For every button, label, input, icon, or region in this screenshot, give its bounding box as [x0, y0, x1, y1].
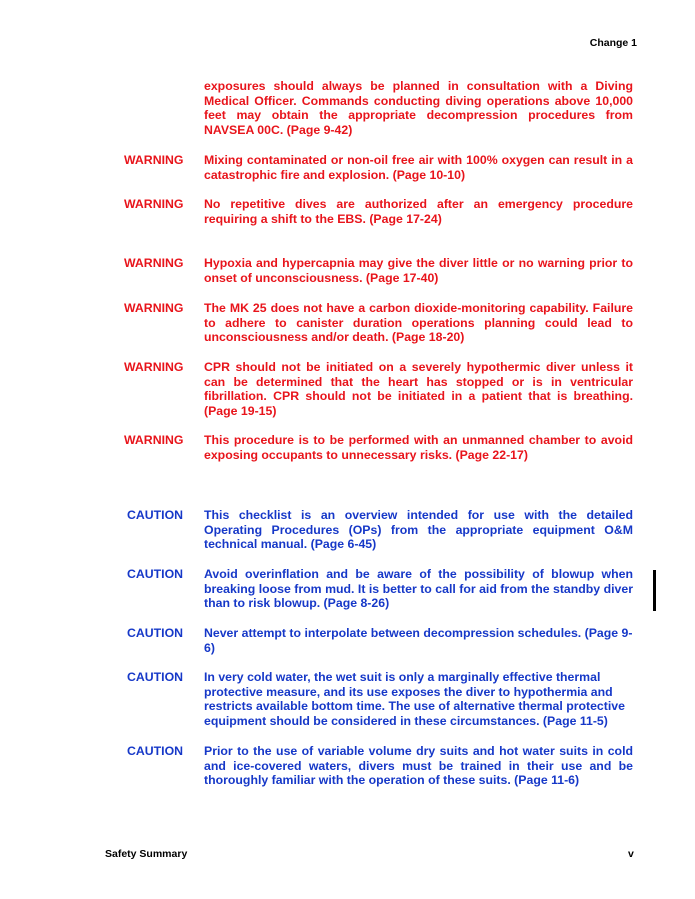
warning-text: Mixing contaminated or non-oil free air with 100% oxygen can result in a catastrophic fire and explosion. (Page 10-10): [204, 153, 633, 182]
caution-text: Prior to the use of variable volume dry suits and hot water suits in cold and ice-covered waters, divers must be trained in their use and be thoroughly familiar with the operation of these suits. (Page 11-6): [204, 744, 633, 788]
warning-text: No repetitive dives are authorized after an emergency procedure requiring a shift to the EBS. (Page 17-24): [204, 197, 633, 226]
caution-label: CAUTION: [127, 567, 184, 581]
warning-label: WARNING: [124, 301, 184, 315]
caution-label: CAUTION: [127, 508, 184, 522]
caution-text: Never attempt to interpolate between decompression schedules. (Page 9-6): [204, 626, 633, 655]
footer-page-number: v: [628, 848, 634, 860]
warning-text: This procedure is to be performed with an unmanned chamber to avoid exposing occupants to unnecessary risks. (Page 22-17): [204, 433, 633, 462]
warning-label: WARNING: [124, 197, 184, 211]
change-bar: [653, 570, 656, 611]
continuation-text: exposures should always be planned in consultation with a Diving Medical Officer. Commands conducting diving operations above 10,000 feet may obtain the appropriate decompression procedures from NAVSEA 00C. (Page 9-42): [204, 79, 633, 138]
warning-label: WARNING: [124, 153, 184, 167]
footer-section-title: Safety Summary: [105, 848, 188, 860]
warning-text: Hypoxia and hypercapnia may give the diver little or no warning prior to onset of unconsciousness. (Page 17-40): [204, 256, 633, 285]
warning-label: WARNING: [124, 256, 184, 270]
change-header: Change 1: [589, 37, 637, 49]
caution-text: In very cold water, the wet suit is only a marginally effective thermal protective measure, and its use exposes the diver to hypothermia and restricts available bottom time. The use of alternative thermal protective equipment should be considered in these circumstances. (Page 11-5): [204, 670, 625, 729]
warning-label: WARNING: [124, 360, 184, 374]
caution-label: CAUTION: [127, 626, 184, 640]
caution-label: CAUTION: [127, 670, 184, 684]
warning-text: The MK 25 does not have a carbon dioxide-monitoring capability. Failure to adhere to canister duration operations planning could lead to unconsciousness and/or death. (Page 18-20): [204, 301, 633, 345]
caution-text: This checklist is an overview intended for use with the detailed Operating Procedures (OPs) from the appropriate equipment O&M technical manual. (Page 6-45): [204, 508, 633, 552]
warning-text: CPR should not be initiated on a severely hypothermic diver unless it can be determined that the heart has stopped or is in ventricular fibrillation. CPR should not be initiated in a patient that is breathing. (Page 19-15): [204, 360, 633, 419]
caution-label: CAUTION: [127, 744, 184, 758]
warning-label: WARNING: [124, 433, 184, 447]
caution-text: Avoid overinflation and be aware of the possibility of blowup when breaking loose from mud. It is better to call for aid from the standby diver than to risk blowup. (Page 8-26): [204, 567, 633, 611]
